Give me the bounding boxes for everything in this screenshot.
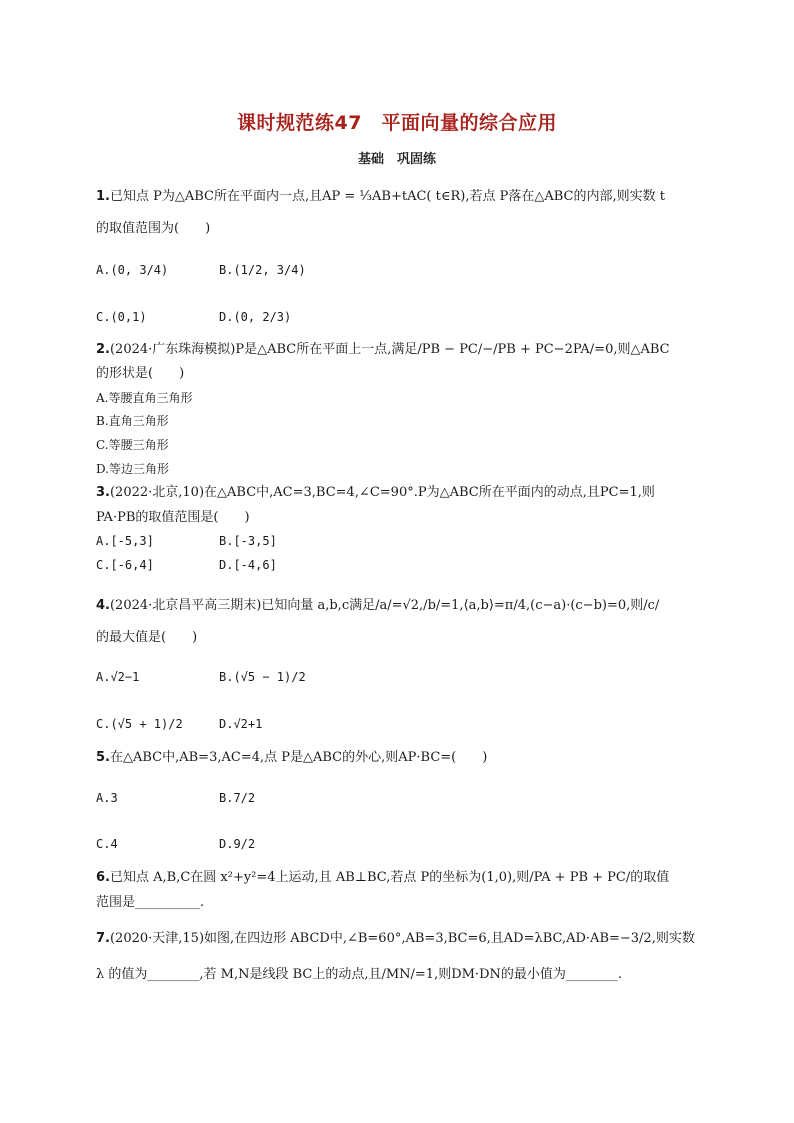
question-text: (2024·北京昌平高三期末)已知向量 a,b,c满足/a/=√2,/b/=1,⟨a,b⟩=π/4,(c−a)·(c−b)=0,则/c/ (109, 598, 660, 613)
question-1-option-a: A.(0, 3/4) (96, 263, 169, 277)
question-number: 3. (96, 485, 110, 500)
question-2-option-c: C.等腰三角形 (96, 438, 169, 452)
question-5-option-b: B.7/2 (219, 791, 256, 805)
question-2-option-d: D.等边三角形 (96, 462, 170, 476)
question-number: 2. (96, 342, 110, 357)
question-2-line-1 (96, 341, 670, 359)
question-4-option-a: A.√2−1 (96, 670, 140, 684)
question-text: (2024·广东珠海模拟)P是△ABC所在平面上一点,满足/PB − PC/−/PB + PC−2PA/=0,则△ABC (109, 342, 670, 357)
question-1-line-2: 的取值范围为( ) (96, 221, 211, 236)
question-number: 1. (96, 189, 110, 204)
question-4-option-d: D.√2+1 (219, 717, 263, 731)
question-1-option-b: B.(1/2, 3/4) (219, 263, 306, 277)
question-text: 在△ABC中,AB=3,AC=4,点 P是△ABC的外心,则AP·BC=( ) (109, 750, 488, 765)
question-5-option-d: D.9/2 (219, 837, 256, 851)
question-3-option-b: B.[-3,5] (219, 534, 277, 548)
question-6-line-2: 范围是__________. (96, 895, 205, 910)
question-7-line-1 (96, 930, 695, 948)
question-3-option-c: C.[-6,4] (96, 558, 154, 572)
question-4-line-2: 的最大值是( ) (96, 630, 198, 645)
question-text: (2022·北京,10)在△ABC中,AC=3,BC=4,∠C=90°.P为△ABC所在平面内的动点,且PC=1,则 (109, 485, 655, 500)
question-5-option-a: A.3 (96, 791, 118, 805)
question-1-option-c: C.(0,1) (96, 310, 147, 324)
question-text: (2020·天津,15)如图,在四边形 ABCD中,∠B=60°,AB=3,BC=6,且AD=λBC,AD·AB=−3/2,则实数 (109, 931, 695, 946)
question-number: 4. (96, 598, 110, 613)
question-7-line-2: λ 的值为________,若 M,N是线段 BC上的动点,且/MN/=1,则DM·DN的最小值为________. (96, 967, 622, 982)
question-text: 已知点 A,B,C在圆 x²+y²=4上运动,且 AB⊥BC,若点 P的坐标为(1,0),则/PA + PB + PC/的取值 (109, 870, 670, 885)
question-2-option-a: A.等腰直角三角形 (96, 391, 193, 405)
question-number: 5. (96, 750, 110, 765)
question-1-line-1 (96, 188, 665, 206)
question-6-line-1 (96, 869, 669, 887)
question-2-option-b: B.直角三角形 (96, 414, 169, 428)
question-4-line-1 (96, 597, 659, 615)
question-3-option-d: D.[-4,6] (219, 558, 277, 572)
question-text: 已知点 P为△ABC所在平面内一点,且AP = ⅓AB+tAC( t∈R),若点 P落在△ABC的内部,则实数 t (109, 189, 665, 204)
question-1-option-d: D.(0, 2/3) (219, 310, 292, 324)
question-5-line-1 (96, 749, 487, 767)
question-number: 6. (96, 870, 110, 885)
question-number: 7. (96, 931, 110, 946)
page-title: 课时规范练47 平面向量的综合应用 (237, 112, 557, 134)
question-2-line-2: 的形状是( ) (96, 366, 185, 381)
question-4-option-c: C.(√5 + 1)/2 (96, 717, 183, 731)
question-4-option-b: B.(√5 − 1)/2 (219, 670, 306, 684)
question-5-option-c: C.4 (96, 837, 118, 851)
question-3-line-1 (96, 484, 655, 502)
question-3-line-2: PA·PB的取值范围是( ) (96, 510, 250, 525)
question-3-option-a: A.[-5,3] (96, 534, 154, 548)
section-subtitle: 基础 巩固练 (357, 152, 436, 167)
